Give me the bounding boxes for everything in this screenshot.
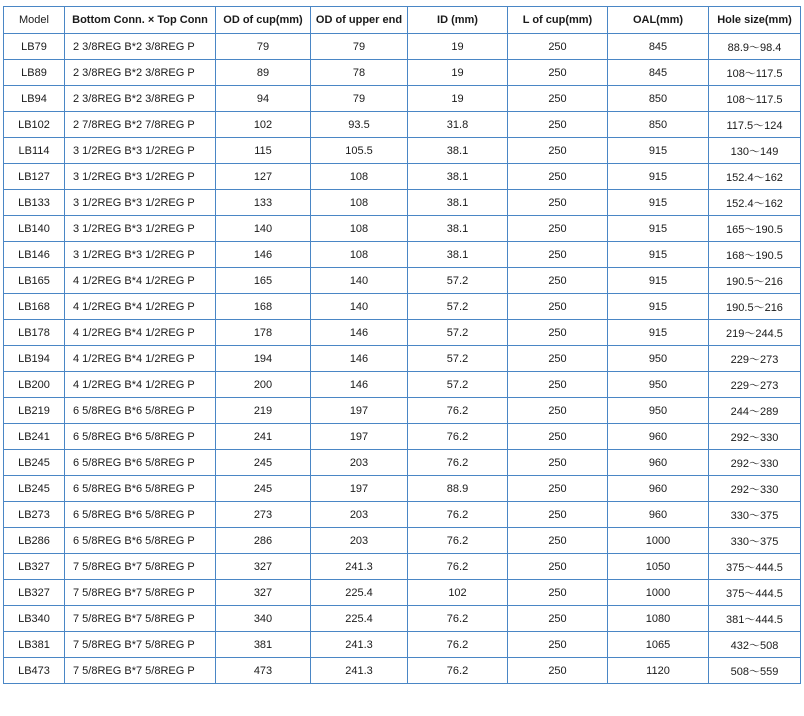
table-row (4, 658, 801, 684)
cell-connection: 6 5/8REG B*6 5/8REG P (65, 398, 216, 424)
cell-od-upper: 146 (311, 372, 408, 398)
cell-length-cup: 250 (508, 294, 608, 320)
cell-hole-size: 244～289 (709, 398, 801, 424)
cell-hole-size: 168～190.5 (709, 242, 801, 268)
cell-id: 76.2 (408, 658, 508, 684)
cell-od-cup: 102 (216, 112, 311, 138)
cell-od-cup: 241 (216, 424, 311, 450)
cell-od-cup: 340 (216, 606, 311, 632)
cell-model: LB178 (4, 320, 65, 346)
cell-hole-size: 190.5～216 (709, 294, 801, 320)
cell-od-cup: 168 (216, 294, 311, 320)
cell-hole-size: 292～330 (709, 424, 801, 450)
cell-od-upper: 105.5 (311, 138, 408, 164)
cell-length-cup: 250 (508, 164, 608, 190)
cell-id: 57.2 (408, 294, 508, 320)
cell-id: 19 (408, 60, 508, 86)
cell-hole-size: 330～375 (709, 502, 801, 528)
cell-hole-size: 88.9～98.4 (709, 34, 801, 60)
header-row (4, 7, 801, 34)
table-row (4, 164, 801, 190)
cell-oal: 1000 (608, 580, 709, 606)
table-row (4, 450, 801, 476)
cell-od-cup: 194 (216, 346, 311, 372)
cell-od-upper: 108 (311, 164, 408, 190)
cell-id: 76.2 (408, 528, 508, 554)
cell-model: LB79 (4, 34, 65, 60)
cell-oal: 1120 (608, 658, 709, 684)
header-od-cup: OD of cup(mm) (216, 7, 311, 34)
cell-length-cup: 250 (508, 268, 608, 294)
cell-model: LB114 (4, 138, 65, 164)
cell-hole-size: 229～273 (709, 346, 801, 372)
table-row (4, 502, 801, 528)
cell-id: 38.1 (408, 216, 508, 242)
cell-od-upper: 93.5 (311, 112, 408, 138)
cell-oal: 960 (608, 502, 709, 528)
cell-od-cup: 79 (216, 34, 311, 60)
cell-model: LB194 (4, 346, 65, 372)
cell-od-upper: 140 (311, 268, 408, 294)
cell-id: 38.1 (408, 164, 508, 190)
cell-id: 76.2 (408, 398, 508, 424)
cell-od-cup: 473 (216, 658, 311, 684)
cell-od-upper: 78 (311, 60, 408, 86)
cell-length-cup: 250 (508, 372, 608, 398)
cell-model: LB327 (4, 554, 65, 580)
cell-oal: 1000 (608, 528, 709, 554)
table-row (4, 138, 801, 164)
cell-od-cup: 245 (216, 476, 311, 502)
cell-model: LB127 (4, 164, 65, 190)
cell-hole-size: 330～375 (709, 528, 801, 554)
cell-length-cup: 250 (508, 476, 608, 502)
table-row (4, 320, 801, 346)
cell-od-upper: 79 (311, 86, 408, 112)
cell-oal: 915 (608, 242, 709, 268)
cell-length-cup: 250 (508, 580, 608, 606)
cell-connection: 4 1/2REG B*4 1/2REG P (65, 294, 216, 320)
cell-od-cup: 127 (216, 164, 311, 190)
cell-id: 76.2 (408, 606, 508, 632)
cell-connection: 7 5/8REG B*7 5/8REG P (65, 632, 216, 658)
cell-length-cup: 250 (508, 632, 608, 658)
cell-od-upper: 203 (311, 502, 408, 528)
cell-hole-size: 152.4～162 (709, 190, 801, 216)
cell-od-upper: 108 (311, 216, 408, 242)
cell-model: LB245 (4, 450, 65, 476)
cell-od-upper: 203 (311, 528, 408, 554)
cell-oal: 915 (608, 320, 709, 346)
cell-model: LB327 (4, 580, 65, 606)
cell-model: LB340 (4, 606, 65, 632)
cell-length-cup: 250 (508, 528, 608, 554)
cell-model: LB381 (4, 632, 65, 658)
cell-od-cup: 115 (216, 138, 311, 164)
cell-model: LB94 (4, 86, 65, 112)
cell-hole-size: 375～444.5 (709, 554, 801, 580)
cell-connection: 7 5/8REG B*7 5/8REG P (65, 606, 216, 632)
table-row (4, 372, 801, 398)
cell-od-upper: 108 (311, 190, 408, 216)
cell-hole-size: 108～117.5 (709, 60, 801, 86)
cell-od-upper: 197 (311, 424, 408, 450)
cell-hole-size: 375～444.5 (709, 580, 801, 606)
cell-od-upper: 197 (311, 476, 408, 502)
cell-od-upper: 203 (311, 450, 408, 476)
cell-id: 76.2 (408, 424, 508, 450)
table-row (4, 346, 801, 372)
cell-oal: 845 (608, 60, 709, 86)
cell-hole-size: 108～117.5 (709, 86, 801, 112)
cell-oal: 845 (608, 34, 709, 60)
cell-model: LB200 (4, 372, 65, 398)
table-row (4, 424, 801, 450)
cell-id: 31.8 (408, 112, 508, 138)
cell-od-upper: 146 (311, 320, 408, 346)
cell-oal: 915 (608, 190, 709, 216)
cell-length-cup: 250 (508, 138, 608, 164)
cell-oal: 960 (608, 476, 709, 502)
cell-length-cup: 250 (508, 242, 608, 268)
cell-od-upper: 225.4 (311, 606, 408, 632)
cell-connection: 4 1/2REG B*4 1/2REG P (65, 372, 216, 398)
cell-hole-size: 229～273 (709, 372, 801, 398)
cell-id: 19 (408, 86, 508, 112)
spec-table (3, 6, 801, 684)
header-length-cup: L of cup(mm) (508, 7, 608, 34)
cell-length-cup: 250 (508, 398, 608, 424)
table-row (4, 398, 801, 424)
header-hole-size: Hole size(mm) (709, 7, 801, 34)
cell-connection: 6 5/8REG B*6 5/8REG P (65, 528, 216, 554)
cell-od-cup: 381 (216, 632, 311, 658)
cell-oal: 915 (608, 216, 709, 242)
cell-connection: 2 3/8REG B*2 3/8REG P (65, 34, 216, 60)
cell-od-upper: 140 (311, 294, 408, 320)
table-row (4, 476, 801, 502)
cell-hole-size: 292～330 (709, 476, 801, 502)
cell-connection: 4 1/2REG B*4 1/2REG P (65, 320, 216, 346)
cell-id: 88.9 (408, 476, 508, 502)
cell-hole-size: 219～244.5 (709, 320, 801, 346)
cell-connection: 2 3/8REG B*2 3/8REG P (65, 86, 216, 112)
cell-model: LB165 (4, 268, 65, 294)
cell-od-upper: 241.3 (311, 632, 408, 658)
cell-od-cup: 94 (216, 86, 311, 112)
cell-length-cup: 250 (508, 112, 608, 138)
cell-connection: 3 1/2REG B*3 1/2REG P (65, 190, 216, 216)
cell-od-cup: 140 (216, 216, 311, 242)
cell-length-cup: 250 (508, 346, 608, 372)
cell-od-cup: 327 (216, 580, 311, 606)
cell-od-cup: 286 (216, 528, 311, 554)
table-row (4, 294, 801, 320)
cell-hole-size: 117.5～124 (709, 112, 801, 138)
cell-oal: 950 (608, 346, 709, 372)
cell-id: 57.2 (408, 268, 508, 294)
cell-od-upper: 225.4 (311, 580, 408, 606)
cell-model: LB140 (4, 216, 65, 242)
cell-od-upper: 197 (311, 398, 408, 424)
cell-model: LB286 (4, 528, 65, 554)
cell-od-cup: 165 (216, 268, 311, 294)
cell-connection: 7 5/8REG B*7 5/8REG P (65, 658, 216, 684)
cell-od-upper: 241.3 (311, 554, 408, 580)
cell-connection: 4 1/2REG B*4 1/2REG P (65, 268, 216, 294)
cell-oal: 1065 (608, 632, 709, 658)
cell-oal: 950 (608, 372, 709, 398)
table-row (4, 242, 801, 268)
cell-length-cup: 250 (508, 554, 608, 580)
cell-connection: 4 1/2REG B*4 1/2REG P (65, 346, 216, 372)
cell-model: LB168 (4, 294, 65, 320)
cell-hole-size: 508～559 (709, 658, 801, 684)
cell-id: 57.2 (408, 372, 508, 398)
cell-length-cup: 250 (508, 450, 608, 476)
cell-connection: 6 5/8REG B*6 5/8REG P (65, 424, 216, 450)
header-model: Model (4, 7, 65, 34)
cell-id: 76.2 (408, 502, 508, 528)
cell-id: 76.2 (408, 632, 508, 658)
cell-oal: 915 (608, 268, 709, 294)
cell-id: 57.2 (408, 346, 508, 372)
table-row (4, 34, 801, 60)
table-row (4, 112, 801, 138)
cell-od-cup: 219 (216, 398, 311, 424)
cell-model: LB245 (4, 476, 65, 502)
cell-oal: 950 (608, 398, 709, 424)
cell-hole-size: 130～149 (709, 138, 801, 164)
cell-oal: 915 (608, 138, 709, 164)
cell-hole-size: 432～508 (709, 632, 801, 658)
header-oal: OAL(mm) (608, 7, 709, 34)
table-row (4, 580, 801, 606)
cell-od-cup: 273 (216, 502, 311, 528)
table-row (4, 632, 801, 658)
cell-od-upper: 241.3 (311, 658, 408, 684)
table-row (4, 86, 801, 112)
spec-table-container (3, 6, 801, 684)
table-body (4, 34, 801, 684)
cell-model: LB473 (4, 658, 65, 684)
cell-length-cup: 250 (508, 190, 608, 216)
table-row (4, 190, 801, 216)
cell-model: LB89 (4, 60, 65, 86)
cell-length-cup: 250 (508, 86, 608, 112)
cell-connection: 7 5/8REG B*7 5/8REG P (65, 580, 216, 606)
cell-id: 102 (408, 580, 508, 606)
cell-oal: 960 (608, 424, 709, 450)
cell-id: 76.2 (408, 554, 508, 580)
table-row (4, 554, 801, 580)
header-id: ID (mm) (408, 7, 508, 34)
cell-connection: 6 5/8REG B*6 5/8REG P (65, 502, 216, 528)
cell-length-cup: 250 (508, 320, 608, 346)
cell-model: LB133 (4, 190, 65, 216)
table-row (4, 268, 801, 294)
cell-connection: 6 5/8REG B*6 5/8REG P (65, 476, 216, 502)
cell-hole-size: 381～444.5 (709, 606, 801, 632)
cell-hole-size: 165～190.5 (709, 216, 801, 242)
cell-model: LB146 (4, 242, 65, 268)
cell-od-upper: 146 (311, 346, 408, 372)
cell-oal: 960 (608, 450, 709, 476)
cell-length-cup: 250 (508, 424, 608, 450)
cell-od-cup: 245 (216, 450, 311, 476)
cell-id: 76.2 (408, 450, 508, 476)
cell-connection: 3 1/2REG B*3 1/2REG P (65, 164, 216, 190)
cell-connection: 3 1/2REG B*3 1/2REG P (65, 242, 216, 268)
cell-oal: 915 (608, 164, 709, 190)
cell-id: 38.1 (408, 190, 508, 216)
cell-hole-size: 292～330 (709, 450, 801, 476)
cell-connection: 3 1/2REG B*3 1/2REG P (65, 216, 216, 242)
header-od-upper: OD of upper end (311, 7, 408, 34)
cell-model: LB219 (4, 398, 65, 424)
cell-oal: 850 (608, 86, 709, 112)
cell-od-cup: 200 (216, 372, 311, 398)
cell-oal: 850 (608, 112, 709, 138)
cell-model: LB102 (4, 112, 65, 138)
cell-hole-size: 152.4～162 (709, 164, 801, 190)
cell-length-cup: 250 (508, 606, 608, 632)
table-row (4, 216, 801, 242)
cell-id: 57.2 (408, 320, 508, 346)
cell-oal: 915 (608, 294, 709, 320)
cell-od-cup: 146 (216, 242, 311, 268)
cell-od-cup: 89 (216, 60, 311, 86)
table-row (4, 60, 801, 86)
cell-id: 38.1 (408, 138, 508, 164)
cell-oal: 1080 (608, 606, 709, 632)
cell-length-cup: 250 (508, 34, 608, 60)
cell-model: LB273 (4, 502, 65, 528)
cell-connection: 2 3/8REG B*2 3/8REG P (65, 60, 216, 86)
cell-hole-size: 190.5～216 (709, 268, 801, 294)
cell-connection: 2 7/8REG B*2 7/8REG P (65, 112, 216, 138)
cell-length-cup: 250 (508, 60, 608, 86)
cell-length-cup: 250 (508, 658, 608, 684)
cell-length-cup: 250 (508, 216, 608, 242)
cell-connection: 6 5/8REG B*6 5/8REG P (65, 450, 216, 476)
cell-connection: 3 1/2REG B*3 1/2REG P (65, 138, 216, 164)
header-connection: Bottom Conn. × Top Conn (65, 7, 216, 34)
table-header (4, 7, 801, 34)
cell-length-cup: 250 (508, 502, 608, 528)
cell-od-cup: 327 (216, 554, 311, 580)
cell-oal: 1050 (608, 554, 709, 580)
cell-od-cup: 178 (216, 320, 311, 346)
cell-od-cup: 133 (216, 190, 311, 216)
cell-id: 19 (408, 34, 508, 60)
cell-connection: 7 5/8REG B*7 5/8REG P (65, 554, 216, 580)
cell-id: 38.1 (408, 242, 508, 268)
cell-od-upper: 108 (311, 242, 408, 268)
table-row (4, 606, 801, 632)
cell-model: LB241 (4, 424, 65, 450)
table-row (4, 528, 801, 554)
cell-od-upper: 79 (311, 34, 408, 60)
